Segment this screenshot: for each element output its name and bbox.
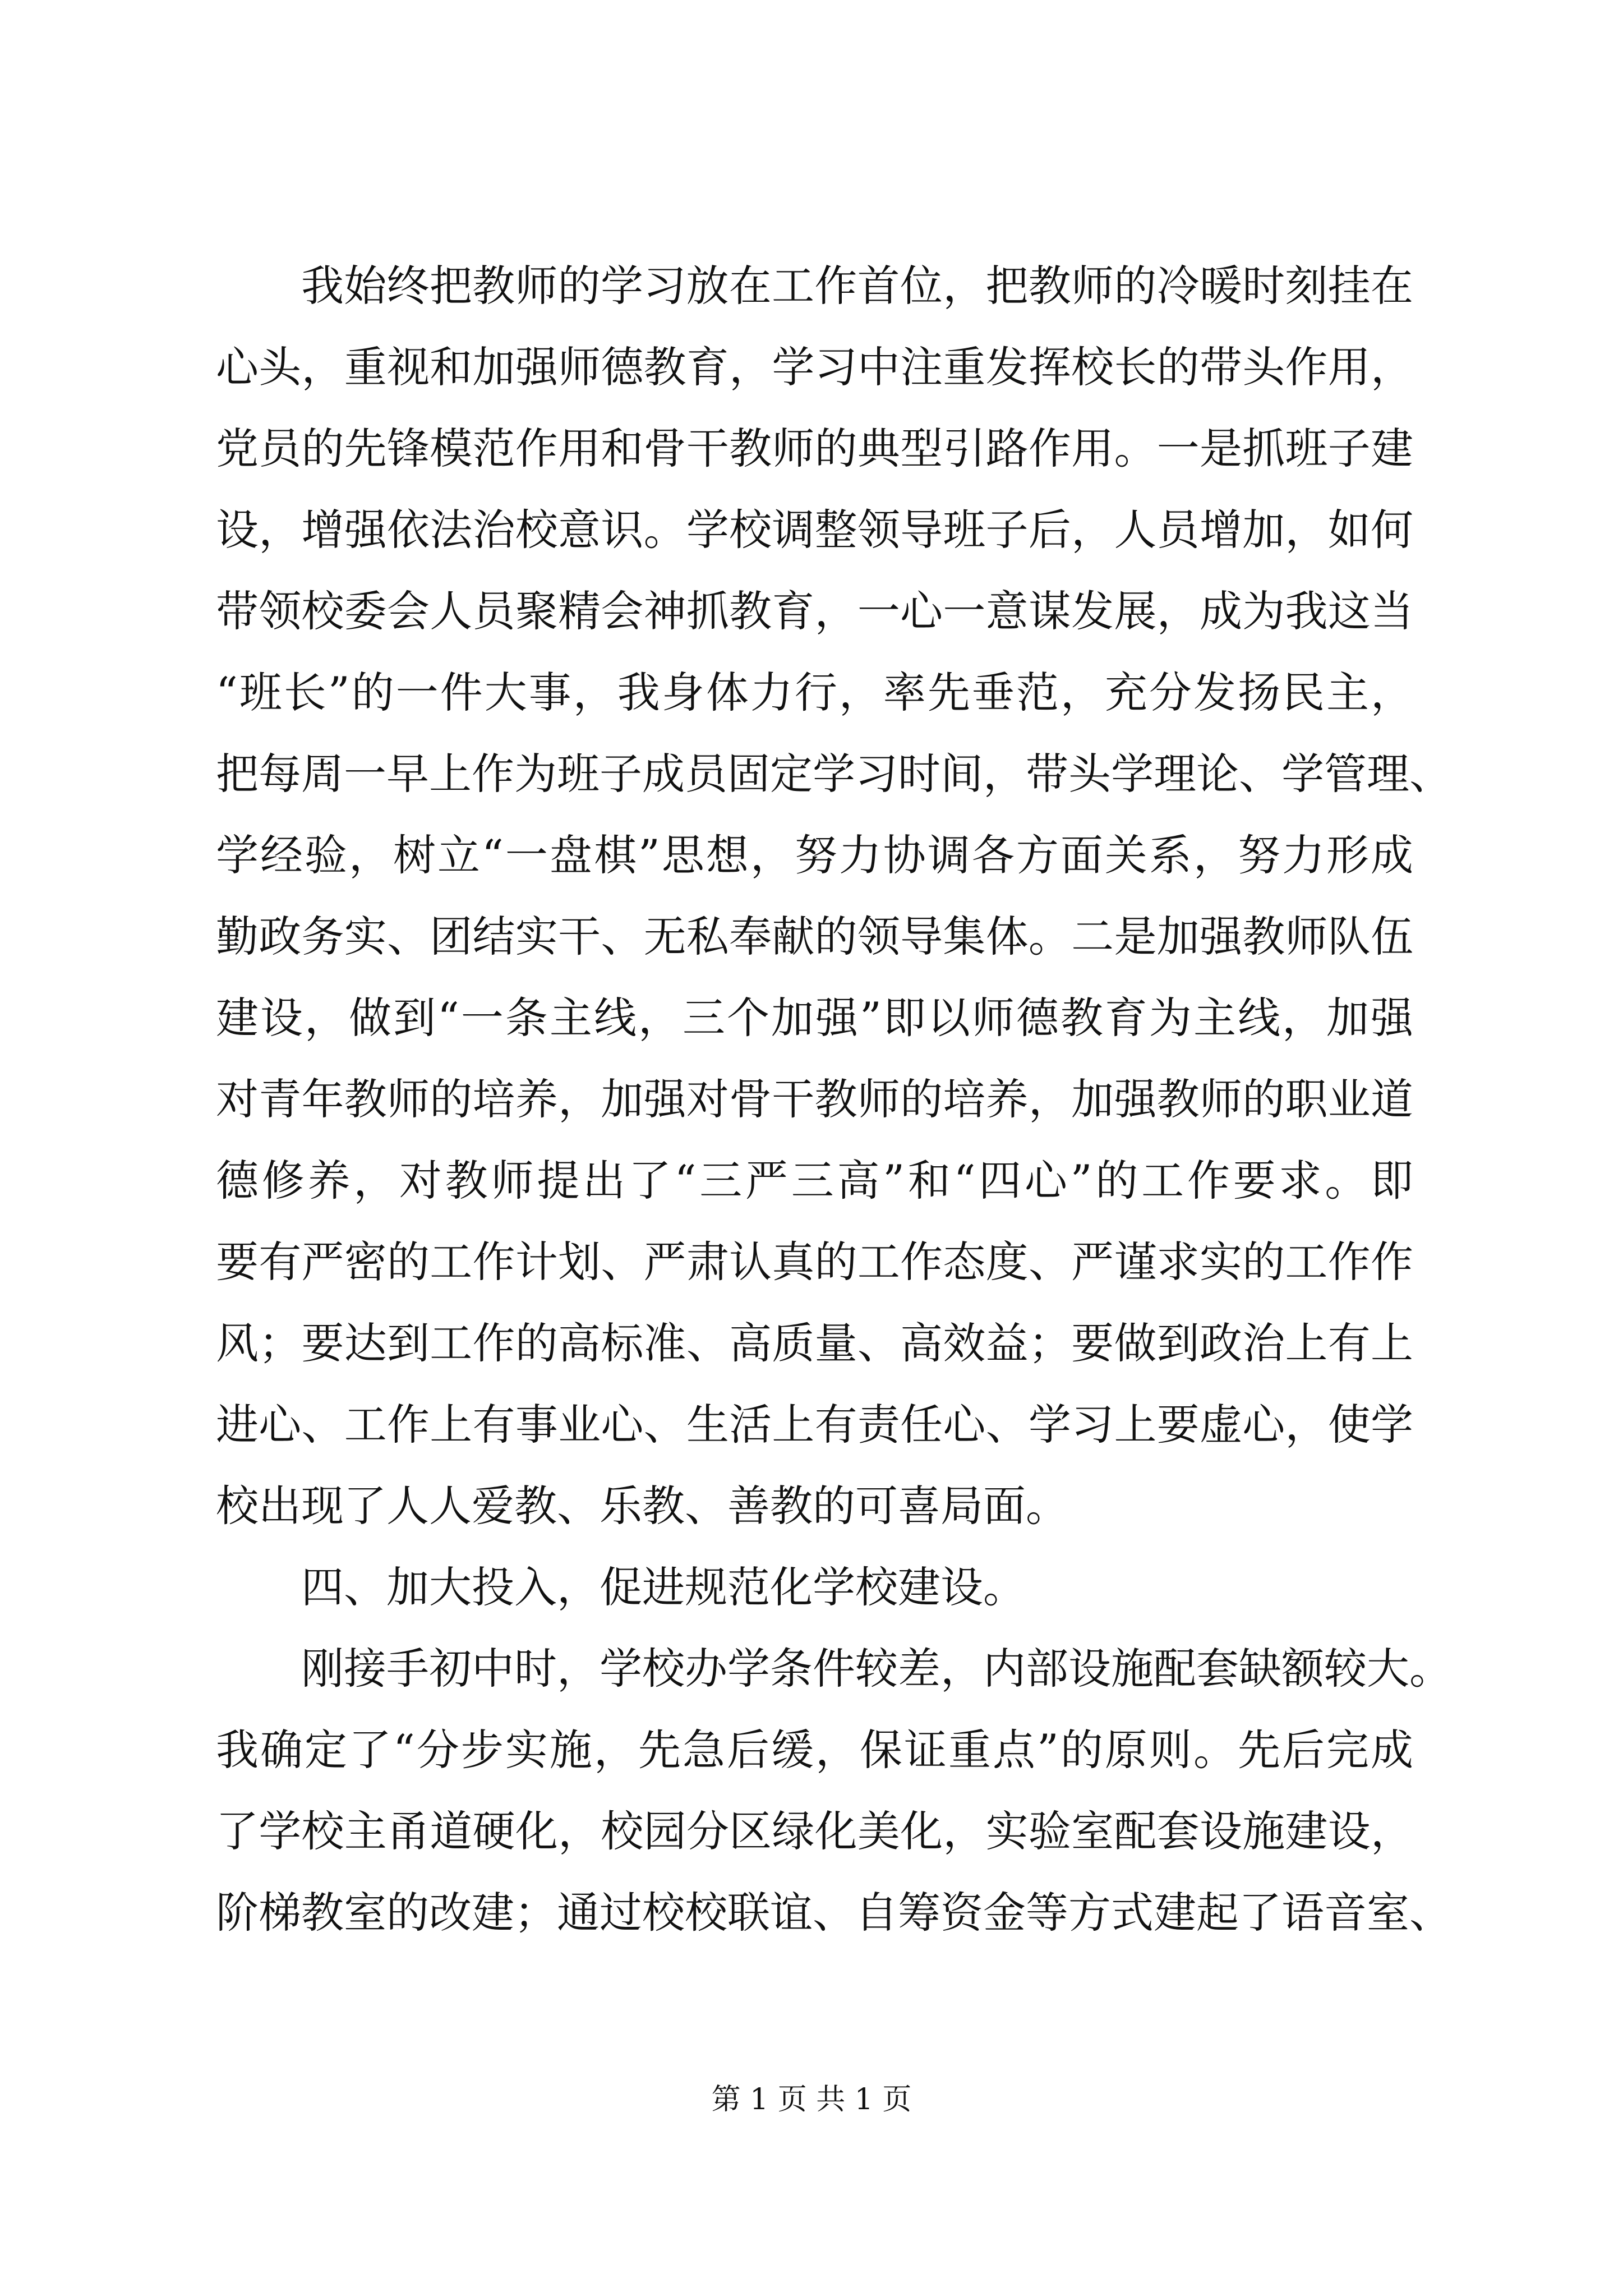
paragraph-line: “班长”的一件大事，我身体力行，率先垂范，充分发扬民主， [216,668,1413,717]
page-number-footer: 第 1 页 共 1 页 [711,2083,912,2116]
paragraph-line: 设，增强依法治校意识。学校调整领导班子后，人员增加，如何 [216,505,1413,555]
paragraph-line: 心头，重视和加强师德教育，学习中注重发挥校长的带头作用， [216,342,1413,392]
document-body [216,245,1452,1953]
paragraph-line: 对青年教师的培养，加强对骨干教师的培养，加强教师的职业道 [216,1074,1413,1124]
paragraph-line: 我确定了“分步实施，先急后缓，保证重点”的原则。先后完成 [216,1725,1413,1775]
section-heading: 四、加大投入，促进规范化学校建设。 [301,1562,1026,1612]
paragraph-line: 带领校委会人员聚精会神抓教育，一心一意谋发展，成为我这当 [216,586,1413,636]
paragraph-line: 学经验，树立“一盘棋”思想，努力协调各方面关系，努力形成 [216,830,1413,880]
paragraph-line: 建设，做到“一条主线，三个加强”即以师德教育为主线，加强 [216,993,1413,1043]
paragraph-line: 党员的先锋模范作用和骨干教师的典型引路作用。一是抓班子建 [216,424,1413,473]
paragraph-line: 德修养，对教师提出了“三严三高”和“四心”的工作要求。即 [216,1156,1413,1205]
paragraph-line: 了学校主甬道硬化，校园分区绿化美化，实验室配套设施建设， [216,1806,1413,1856]
paragraph-line: 刚接手初中时，学校办学条件较差，内部设施配套缺额较大。 [301,1644,1452,1694]
paragraph-line: 勤政务实、团结实干、无私奉献的领导集体。二是加强教师队伍 [216,912,1413,961]
paragraph-line: 把每周一早上作为班子成员固定学习时间，带头学理论、学管理、 [216,749,1452,799]
paragraph-line: 进心、工作上有事业心、生活上有责任心、学习上要虚心，使学 [216,1400,1413,1450]
paragraph-line: 阶梯教室的改建；通过校校联谊、自筹资金等方式建起了语音室、 [216,1888,1452,1938]
paragraph-line: 要有严密的工作计划、严肃认真的工作态度、严谨求实的工作作 [216,1237,1413,1287]
paragraph-line: 我始终把教师的学习放在工作首位，把教师的冷暖时刻挂在 [301,261,1413,311]
paragraph-line: 校出现了人人爱教、乐教、善教的可喜局面。 [216,1481,1068,1531]
paragraph-line: 风；要达到工作的高标准、高质量、高效益；要做到政治上有上 [216,1318,1413,1368]
